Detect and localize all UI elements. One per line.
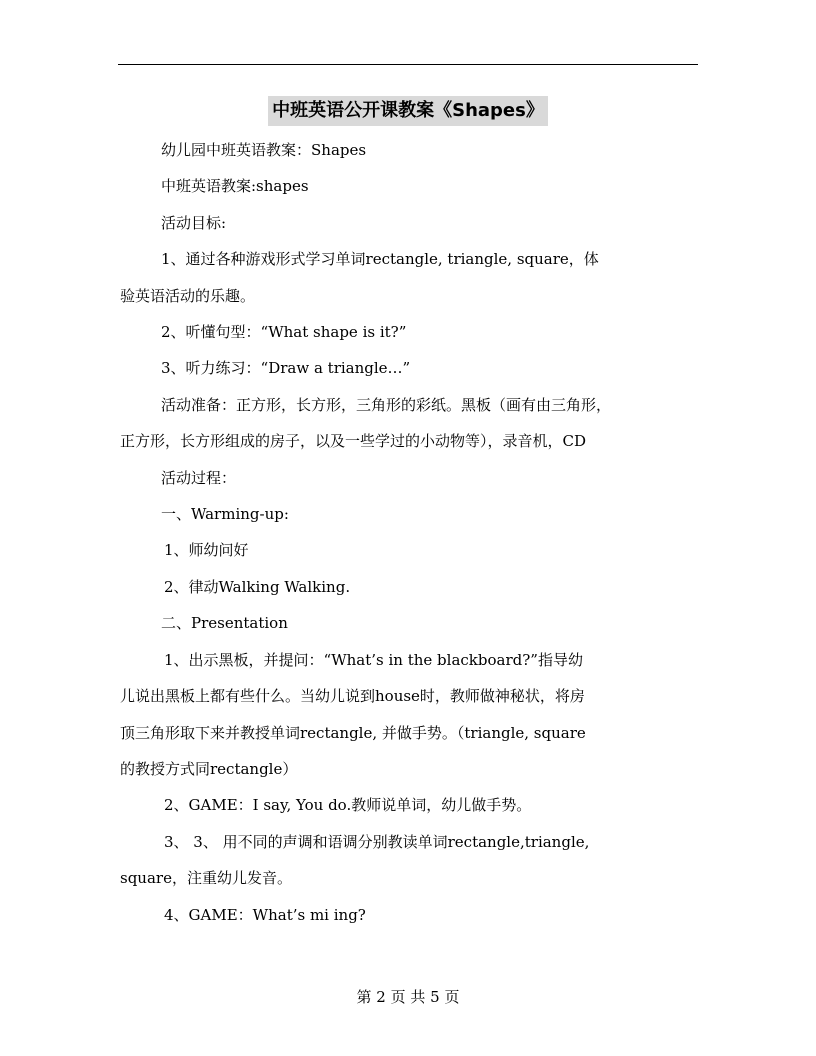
objective-1-line-2: 验英语活动的乐趣。 (120, 286, 256, 305)
paragraph-subtitle-2: 中班英语教案:shapes (161, 177, 309, 196)
objective-2: 2、听懂句型：“What shape is it?” (161, 323, 407, 342)
header-rule (118, 64, 698, 65)
preparation-line-1: 活动准备：正方形，长方形，三角形的彩纸。黑板（画有由三角形， (161, 395, 612, 414)
section-warming-up: 一、Warming-up: (161, 505, 289, 524)
presentation-step-1-line-4: 的教授方式同rectangle） (120, 759, 298, 778)
objective-1-line-1: 1、通过各种游戏形式学习单词rectangle, triangle, square，体 (161, 250, 599, 269)
heading-objectives: 活动目标: (161, 213, 227, 232)
warmup-step-2: 2、律动Walking Walking. (164, 577, 351, 596)
warmup-step-1: 1、师幼问好 (164, 541, 249, 560)
paragraph-subtitle: 幼儿园中班英语教案：Shapes (161, 141, 367, 159)
presentation-step-4: 4、GAME：What’s mi ing? (164, 905, 366, 924)
document-body (120, 132, 698, 933)
presentation-step-1-line-2: 儿说出黑板上都有些什么。当幼儿说到house时，教师做神秘状，将房 (120, 687, 585, 706)
presentation-step-1-line-1: 1、出示黑板，并提问：“What’s in the blackboard?”指导幼 (164, 650, 583, 669)
preparation-line-2: 正方形，长方形组成的房子，以及一些学过的小动物等），录音机，CD (120, 432, 587, 451)
title-container (0, 96, 816, 126)
page-footer (0, 986, 816, 1008)
objective-3: 3、听力练习：“Draw a triangle…” (161, 359, 411, 378)
presentation-step-2: 2、GAME：I say, You do.教师说单词，幼儿做手势。 (164, 796, 532, 815)
section-presentation: 二、Presentation (161, 614, 288, 633)
heading-process: 活动过程： (161, 468, 237, 487)
presentation-step-3-line-2: square，注重幼儿发音。 (120, 869, 292, 888)
document-title: 中班英语公开课教案《Shapes》 (268, 96, 548, 126)
page-number: 第 2 页 共 5 页 (356, 988, 460, 1006)
presentation-step-1-line-3: 顶三角形取下来并教授单词rectangle, 并做手势。（triangle, square (120, 723, 586, 742)
presentation-step-3-line-1: 3、 3、 用不同的声调和语调分别教读单词rectangle,triangle, (164, 832, 590, 851)
